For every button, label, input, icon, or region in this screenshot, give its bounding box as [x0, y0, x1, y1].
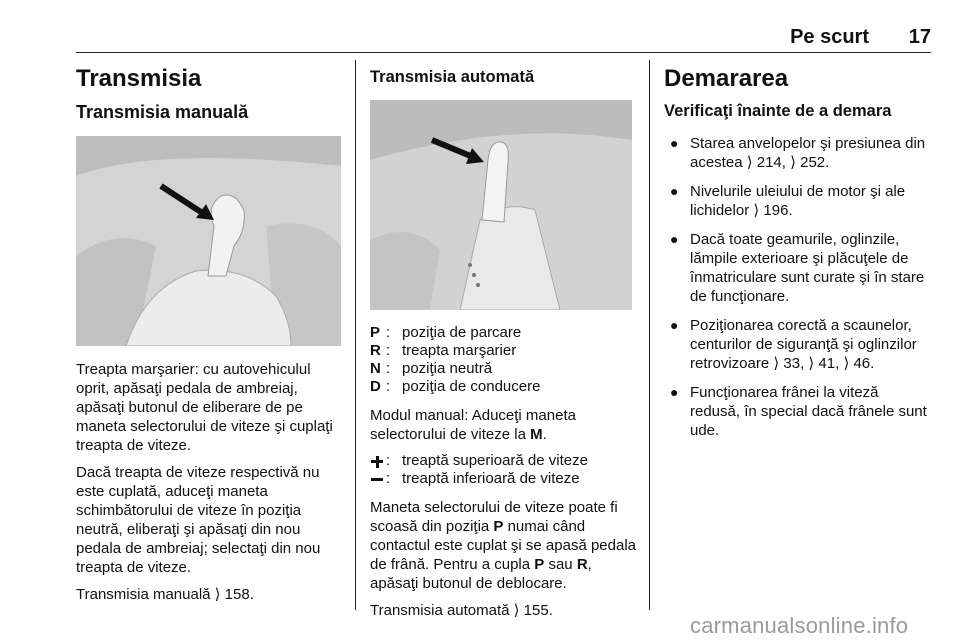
checklist: [664, 134, 932, 440]
heading-automatic-transmission: Transmisia automată: [370, 68, 535, 86]
legend-row-plus: : treaptă superioară de viteze: [370, 452, 638, 470]
automatic-selector-drawing: [370, 100, 632, 310]
list-item: ● Nivelurile uleiului de motor şi ale lichidelor ⟩ 196.: [670, 183, 906, 219]
reference-automatic-transmission: Transmisia automată ⟩ 155.: [370, 602, 553, 619]
paragraph-manual-mode: Modul manual: Aduceţi maneta selectorului de viteze la M.: [370, 407, 576, 443]
paragraph-gear-not-engaged: Dacă treapta de viteze respectivă nu este cuplată, aduceţi maneta schimbătorului de viteze în poziţia neutră, eliberaţi şi apăsaţi din nou pedala de ambreiaj; selectaţi din nou treapta de viteze.: [76, 464, 321, 576]
page-header: [76, 26, 931, 52]
manual-gear-lever-drawing: [76, 136, 341, 346]
shift-legend: [370, 452, 638, 488]
header-rule: [76, 52, 931, 53]
reference-manual-transmission: Transmisia manuală ⟩ 158.: [76, 586, 254, 603]
heading-check-before-driving: Verificaţi înainte de a demara: [664, 102, 892, 120]
page-number: 17: [908, 26, 931, 48]
paragraph-selector-removal: Maneta selectorului de viteze poate fi scoasă din poziţia P numai când contactul este cuplat şi se apasă pedala de frână. Pentru a cupla P sau R, apăsaţi butonul de deblocare.: [370, 499, 637, 592]
automatic-selector-illustration: [370, 100, 632, 310]
legend-row-p: P : poziţia de parcare: [370, 324, 522, 341]
list-item: ● Funcţionarea frânei la viteză redusă, în special dacă frânele sunt ude.: [670, 384, 927, 439]
heading-starting: Demararea: [664, 65, 789, 92]
column-divider-2: [649, 60, 650, 610]
legend-row-d: D : poziţia de conducere: [370, 378, 541, 395]
plus-icon: [370, 452, 386, 470]
section-title: Pe scurt: [790, 26, 869, 48]
list-item: ● Dacă toate geamurile, oglinzile, lămpile exterioare şi plăcuţele de înmatriculare sunt curate şi în stare de funcţionare.: [670, 231, 925, 305]
column-automatic-transmission: [370, 60, 638, 628]
legend-row-n: N : poziţia neutră: [370, 360, 493, 377]
list-item: ● Poziţionarea corectă a scaunelor, centurilor de siguranţă şi oglinzilor retrovizoare ⟩ 33, ⟩ 41, ⟩ 46.: [670, 317, 917, 372]
legend-row-minus: : treaptă inferioară de viteze: [370, 470, 638, 488]
heading-manual-transmission: Transmisia manuală: [76, 102, 249, 122]
column-manual-transmission: [76, 60, 341, 612]
watermark: carmanualsonline.info: [690, 613, 909, 638]
heading-transmission: Transmisia: [76, 65, 202, 92]
manual-gear-lever-illustration: [76, 136, 341, 346]
gear-position-legend: [370, 324, 638, 396]
paragraph-reverse-gear: Treapta marşarier: cu autovehiculul oprit, apăsaţi pedala de ambreiaj, apăsaţi butonul de eliberare de pe maneta selectorului de viteze şi cuplaţi treapta de viteze.: [76, 361, 333, 454]
legend-row-r: R : treapta marşarier: [370, 342, 517, 359]
column-starting: [664, 60, 932, 450]
column-divider-1: [355, 60, 356, 610]
list-item: ● Starea anvelopelor şi presiunea din acestea ⟩ 214, ⟩ 252.: [670, 135, 926, 171]
minus-icon: [370, 470, 386, 488]
